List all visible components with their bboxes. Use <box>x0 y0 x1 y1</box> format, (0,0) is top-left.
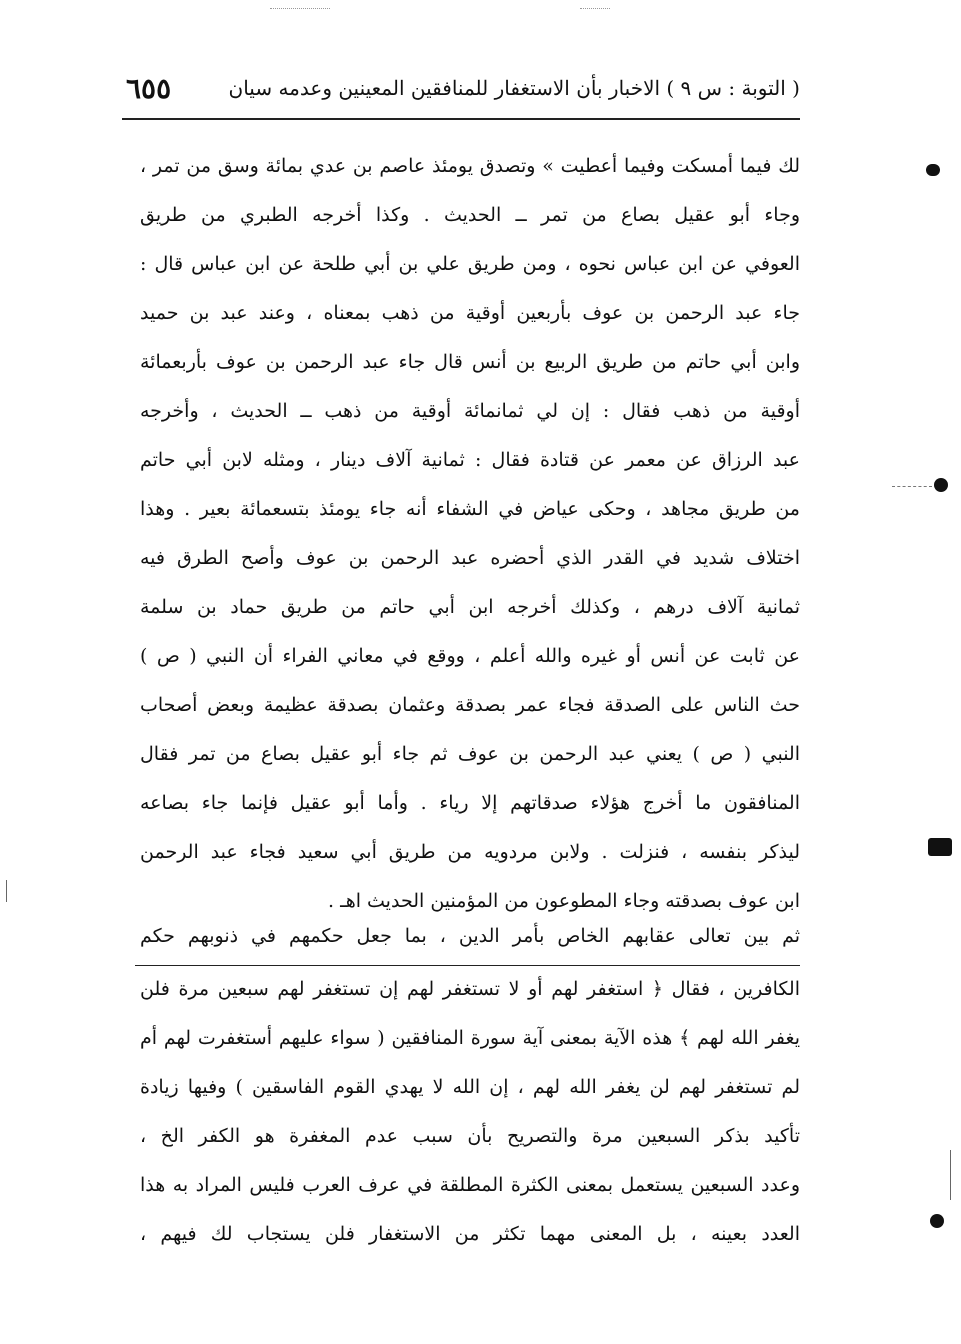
text-line: وجاء أبو عقيل بصاع من تمر ــ الحديث . وكذا أخرجه الطبري من طريق <box>140 204 800 226</box>
paragraph-2 <box>140 965 800 1259</box>
text-line: المنافقون ما أخرج هؤلاء صدقاتهم إلا رياء . وأما أبو عقيل فإنما جاء بصاعه <box>140 792 800 814</box>
text-line: عن ثابت عن أنس أو غيره والله أعلم ، ووقع في معاني الفراء أن النبي ( ص ) <box>140 645 800 667</box>
text-line: عبد الرزاق عن معمر عن قتادة فقال : ثمانية آلاف دينار ، ومثله لابن أبي حاتم <box>140 449 800 471</box>
text-line: يغفر الله لهم ﴾ هذه الآية بمعنى آية سورة المنافقين ( سواء عليهم أستغفرت لهم أم <box>140 1027 800 1049</box>
header-rule <box>122 118 800 120</box>
text-line: حث الناس على الصدقة فجاء عمر بصدقة وعثمان بصدقة عظيمة وبعض أصحاب <box>140 694 800 716</box>
text-line: ثمانية آلاف درهم ، وكذلك أخرجه ابن أبي حاتم من طريق حماد بن سلمة <box>140 596 800 618</box>
running-header <box>120 72 800 112</box>
scan-artifact <box>6 880 7 902</box>
scan-artifact <box>580 8 610 9</box>
text-line: اختلاف شديد في القدر الذي أحضره عبد الرحمن بن عوف وأصح الطرق فيه <box>140 547 800 569</box>
text-line: جاء عبد الرحمن بن عوف بأربعين أوقية من ذهب بمعناه ، وعند عبد بن حميد <box>140 302 800 324</box>
text-line: النبي ( ص ) يعني عبد الرحمن بن عوف ثم جاء أبو عقيل بصاع من تمر فقال <box>140 743 800 765</box>
binding-hole-mark <box>930 1214 944 1228</box>
binding-hole-mark <box>934 478 948 492</box>
text-line: الكافرين ، فقال ﴿ استغفر لهم أو لا تستغفر لهم إن تستغفر لهم سبعين مرة فلن <box>140 978 800 1000</box>
paragraph-1 <box>140 142 800 926</box>
text-line: وعدد السبعين يستعمل بمعنى الكثرة المطلقة في عرف العرب فليس المراد به هذا <box>140 1174 800 1196</box>
text-line: لم تستغفر لهم لن يغفر الله لهم ، إن الله لا يهدي القوم الفاسقين ) وفيها زيادة <box>140 1076 800 1098</box>
paragraph-2-opening <box>140 912 800 961</box>
scan-artifact <box>270 8 330 9</box>
scan-artifact <box>950 1150 951 1200</box>
text-line: من طريق مجاهد ، وحكى عياض في الشفاء أنه جاء يومئذ بتسعمائة بعير . وهذا <box>140 498 800 520</box>
text-line: وابن أبي حاتم من طريق الربيع بن أنس قال جاء عبد الرحمن بن عوف بأربعمائة <box>140 351 800 373</box>
text-line: لك فيما أمسكت وفيما أعطيت » وتصدق يومئذ عاصم بن عدي بمائة وسق من تمر ، <box>140 155 800 177</box>
text-line: العوفي عن ابن عباس نحوه ، ومن طريق علي بن أبي طلحة عن ابن عباس قال : <box>140 253 800 275</box>
text-line: ثم بين تعالى عقابهم الخاص بأمر الدين ، بما جعل حكمهم في ذنوبهم حكم <box>140 925 800 947</box>
binding-hole-mark <box>926 164 940 176</box>
text-line: ابن عوف بصدقته وجاء المطوعون من المؤمنين الحديث اهـ . <box>328 890 800 912</box>
text-line: ليذكر بنفسه ، فنزلت . ولابن مردويه من طريق أبي سعيد فجاء عبد الرحمن <box>140 841 800 863</box>
binding-hole-mark <box>928 838 952 856</box>
text-line: أوقية من ذهب فقال : إن لي ثمانمائة أوقية من ذهب ــ الحديث ، وأخرجه <box>140 400 800 422</box>
running-header-title: ( التوبة : س ٩ ) الاخبار بأن الاستغفار للمنافقين المعينين وعدمه سيان <box>228 76 800 100</box>
text-line: العدد بعينه ، بل المعنى مهما تكثر من الاستغفار فلن يستجاب لك فيهم ، <box>140 1223 800 1245</box>
text-line: تأكيد بذكر السبعين مرة والتصريح بأن سبب عدم المغفرة هو الكفر الخ ، <box>140 1125 800 1147</box>
scan-artifact <box>892 486 932 487</box>
page-number: ٦٥٥ <box>126 72 172 105</box>
